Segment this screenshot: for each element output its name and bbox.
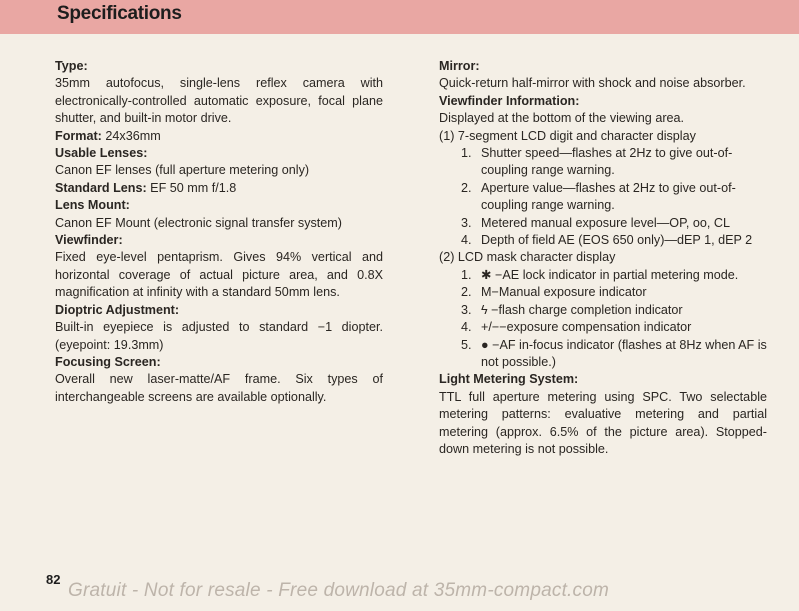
- lcd-mask-list: [439, 267, 767, 371]
- page-number: 82: [46, 572, 61, 587]
- spec-text: Built-in eyepiece is adjusted to standard −1 diopter. (eyepoint: 19.3mm): [55, 320, 383, 352]
- item-number: 2.: [461, 180, 472, 195]
- page-title: Specifications: [57, 3, 182, 24]
- item-number: 5.: [461, 337, 472, 352]
- spec-inline-row: [55, 180, 383, 197]
- right-column: [439, 58, 767, 458]
- list-item: [461, 232, 767, 249]
- spec-text: EF 50 mm f/1.8: [146, 180, 237, 195]
- spec-heading: Viewfinder:: [55, 233, 123, 248]
- spec-heading: Focusing Screen:: [55, 354, 161, 369]
- spec-text: Quick-return half-mirror with shock and noise absorber.: [439, 76, 746, 91]
- item-text: +/−−exposure compensation indicator: [481, 320, 692, 335]
- list-item: [461, 284, 767, 301]
- list-item: [461, 215, 767, 232]
- item-text: Aperture value—flashes at 2Hz to give out-of-coupling range warning.: [481, 180, 736, 213]
- spec-heading: Dioptric Adjustment:: [55, 302, 180, 317]
- item-text: Shutter speed—flashes at 2Hz to give out-of-coupling range warning.: [481, 146, 733, 178]
- spec-text: TTL full aperture metering using SPC. Two selectable metering patterns: evaluative metering and partial metering (approx. 6.5% of the picture area). Stopped-down metering is not possible.: [439, 389, 767, 456]
- spec-text: Displayed at the bottom of the viewing area.: [439, 111, 685, 126]
- item-text: ● −AF in-focus indicator (flashes at 8Hz when AF is not possible.): [481, 337, 767, 369]
- list-group-title: (2) LCD mask character display: [439, 250, 616, 265]
- spec-heading: Type:: [55, 59, 88, 73]
- spec-text: 24x36mm: [101, 128, 161, 143]
- watermark-text: Gratuit - Not for resale - Free download at 35mm-compact.com: [68, 580, 610, 601]
- item-number: 3.: [461, 302, 472, 317]
- item-text: ✱ −AE lock indicator in partial metering mode.: [481, 267, 739, 282]
- spec-heading: Usable Lenses:: [55, 146, 148, 161]
- spec-text: Canon EF lenses (full aperture metering only): [55, 163, 310, 178]
- lcd-digit-list: [439, 145, 767, 249]
- spec-text: Overall new laser-matte/AF frame. Six types of interchangeable screens are available optionally.: [55, 372, 383, 404]
- list-item: [461, 180, 767, 215]
- item-number: 2.: [461, 285, 472, 300]
- item-number: 1.: [461, 267, 472, 282]
- spec-inline-row: [55, 128, 383, 145]
- spec-heading: Viewfinder Information:: [439, 93, 580, 108]
- spec-text: 35mm autofocus, single-lens reflex camera with electronically-controlled automatic exposure, focal plane shutter, and built-in motor drive.: [55, 76, 383, 126]
- spec-heading: Format:: [55, 128, 102, 143]
- spec-heading: Lens Mount:: [55, 198, 130, 213]
- item-text: Metered manual exposure level—OP, oo, CL: [481, 215, 730, 230]
- spec-heading: Standard Lens:: [55, 180, 147, 195]
- list-item: [461, 302, 767, 319]
- item-number: 3.: [461, 215, 472, 230]
- list-group-title: (1) 7-segment LCD digit and character display: [439, 128, 696, 143]
- spec-text: Fixed eye-level pentaprism. Gives 94% vertical and horizontal coverage of actual picture area, and 0.8X magnification at infinity with a standard 50mm lens.: [55, 250, 383, 300]
- spec-heading: Light Metering System:: [439, 372, 579, 387]
- list-item: [461, 145, 767, 180]
- spec-text: Canon EF Mount (electronic signal transfer system): [55, 215, 342, 230]
- item-text: ϟ −flash charge completion indicator: [481, 302, 683, 317]
- item-number: 4.: [461, 233, 472, 248]
- item-text: Depth of field AE (EOS 650 only)—dEP 1, dEP 2: [481, 233, 753, 248]
- left-column: [55, 58, 383, 406]
- item-number: 1.: [461, 146, 472, 161]
- item-text: M−Manual exposure indicator: [481, 285, 647, 300]
- spec-heading: Mirror:: [439, 59, 480, 73]
- item-number: 4.: [461, 320, 472, 335]
- list-item: [461, 337, 767, 372]
- list-item: [461, 319, 767, 336]
- list-item: [461, 267, 767, 284]
